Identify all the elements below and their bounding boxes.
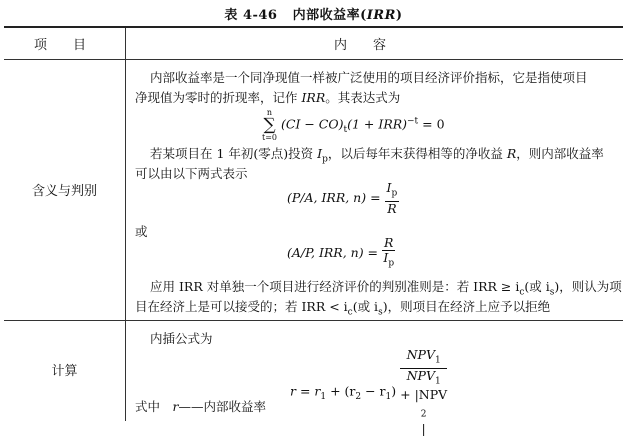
para3-line2: 目在经济上是可以接受的；若 IRR < $i_c$(或 $i_s$)，则项目在经济上应予以拒绝 bbox=[135, 299, 551, 318]
row-label-calc: 计算 bbox=[51, 364, 78, 379]
para3-line1: 应用 IRR 对单独一个项目进行经济评价的判别准则是：若 IRR ≥ $i_c$(或 $i_s$)，则认为项 bbox=[150, 279, 622, 298]
formula-ap: (A/P, IRR, n) = $\frac{R}{I_p}$ bbox=[287, 235, 395, 269]
caption-abbr: IRR bbox=[366, 8, 396, 23]
para1-line1: 内部收益率是一个同净现值一样被广泛使用的项目经济评价指标，它是指使项目 bbox=[150, 70, 588, 85]
formula-irr-definition: n ∑ t=0 $(CI - CO)_t(1 + IRR)^{-t} = 0$ bbox=[262, 108, 445, 142]
para2-line1: 若某项目在 1 年初(零点)投资 $I_p$，以后每年末获得相等的净收益 R，则内部收益率 bbox=[150, 146, 604, 165]
column-divider bbox=[125, 28, 126, 421]
para2-line2: 可以由以下两式表示 bbox=[135, 166, 248, 181]
para1-line2: 净现值为零时的折现率，记作 IRR。其表达式为 bbox=[135, 90, 401, 105]
table-caption bbox=[0, 4, 627, 23]
header-item: 项 目 bbox=[34, 38, 87, 53]
caption-number: 表 4-46 bbox=[224, 8, 278, 23]
calc-intro: 内插公式为 bbox=[150, 331, 213, 346]
formula-pa: (P/A, IRR, n) = $\frac{I_p}{R}$ bbox=[287, 180, 398, 216]
caption-title: 内部收益率( bbox=[292, 8, 367, 23]
or-text: 或 bbox=[135, 224, 148, 239]
caption-close: ) bbox=[395, 8, 403, 23]
formula-interpolation: $r = r_1 + (r_2 - r_1)$ $NPV_1$ $NPV_1$ + |NPV $_2$ | bbox=[290, 347, 448, 436]
irr-table bbox=[4, 26, 623, 436]
calc-where: 式中 r——内部收益率 bbox=[135, 399, 267, 414]
row-label-meaning: 含义与判别 bbox=[31, 184, 97, 199]
table-header bbox=[4, 28, 623, 60]
header-content: 内 容 bbox=[334, 38, 387, 53]
row-divider bbox=[4, 320, 623, 321]
